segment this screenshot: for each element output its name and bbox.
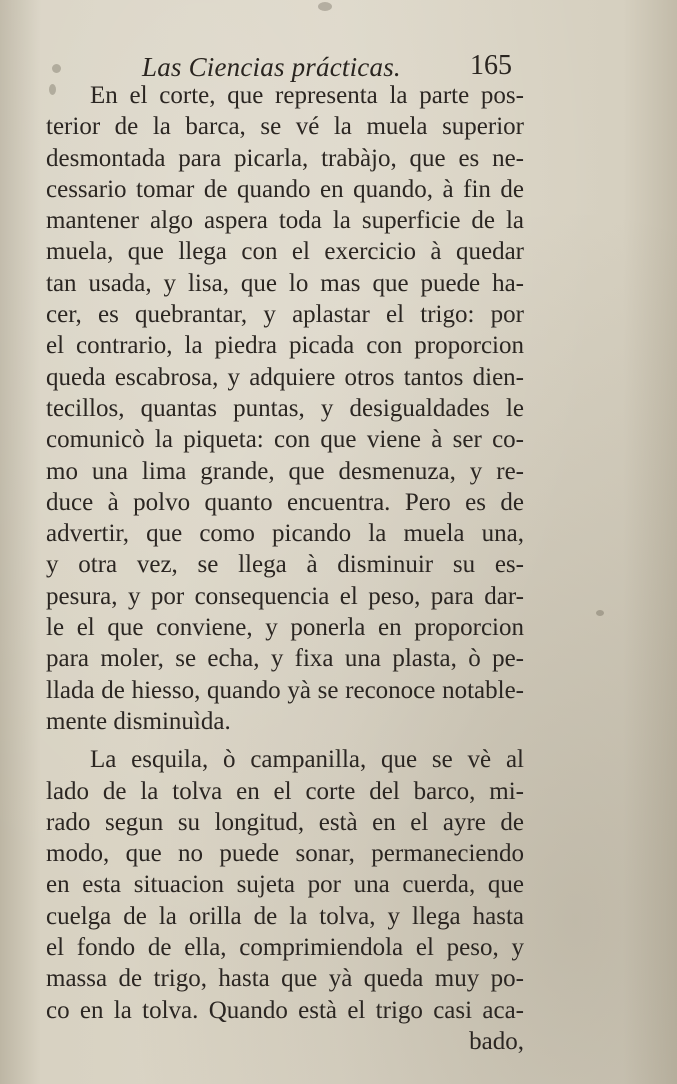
paragraph bbox=[46, 744, 524, 1026]
text-line: cer, es quebrantar, y aplastar el trigo: por bbox=[46, 301, 524, 329]
text-line: el fondo de ella, comprimiendola el peso, y bbox=[46, 934, 524, 962]
text-line: En el corte, que representa la parte pos- bbox=[90, 82, 524, 109]
text-line: terior de la barca, se vé la muela superior bbox=[46, 113, 524, 141]
ink-blot bbox=[318, 2, 332, 11]
text-line: mente disminuìda. bbox=[46, 707, 231, 735]
catchword: bado, bbox=[469, 1027, 524, 1055]
paragraph-gap bbox=[46, 737, 524, 744]
paragraph bbox=[46, 80, 524, 737]
text-line: advertir, que como picando la muela una, bbox=[46, 520, 524, 548]
text-line: comunicò la piqueta: con que viene à ser co- bbox=[46, 426, 524, 454]
text-line: rado segun su longitud, està en el ayre de bbox=[46, 808, 524, 836]
text-line: duce à polvo quanto encuentra. Pero es de bbox=[46, 488, 524, 516]
page-header bbox=[142, 50, 512, 84]
text-line: cessario tomar de quando en quando, à fin de bbox=[46, 175, 524, 203]
text-line: y otra vez, se llega à disminuir su es- bbox=[46, 551, 524, 579]
text-line: cuelga de la orilla de la tolva, y llega hasta bbox=[46, 902, 524, 930]
running-title: Las Ciencias prácticas. bbox=[142, 52, 401, 82]
text-line: llada de hiesso, quando yà se reconoce notable- bbox=[46, 676, 524, 704]
text-line: modo, que no puede sonar, permaneciendo bbox=[46, 840, 524, 868]
text-line: desmontada para picarla, trabàjo, que es ne- bbox=[46, 144, 524, 172]
body-text bbox=[46, 80, 524, 1057]
text-line: mo una lima grande, que desmenuza, y re- bbox=[46, 457, 524, 485]
text-line: mantener algo aspera toda la superficie de la bbox=[46, 207, 524, 235]
text-line: en esta situacion sujeta por una cuerda, que bbox=[46, 871, 524, 899]
ink-blot bbox=[52, 64, 61, 73]
page-number: 165 bbox=[470, 50, 512, 81]
text-line: muela, que llega con el exercicio à quedar bbox=[46, 238, 524, 266]
text-line: pesura, y por consequencia el peso, para dar- bbox=[46, 582, 524, 610]
text-line: queda escabrosa, y adquiere otros tantos dien- bbox=[46, 363, 524, 391]
text-line: tecillos, quantas puntas, y desigualdades le bbox=[46, 394, 524, 422]
text-line: lado de la tolva en el corte del barco, mi- bbox=[46, 777, 524, 805]
text-line: massa de trigo, hasta que yà queda muy po- bbox=[46, 965, 524, 993]
text-line: el contrario, la piedra picada con proporcion bbox=[46, 332, 524, 360]
text-line: co en la tolva. Quando està el trigo casi aca- bbox=[46, 996, 524, 1024]
text-line: tan usada, y lisa, que lo mas que puede ha- bbox=[46, 269, 524, 297]
text-line: La esquila, ò campanilla, que se vè al bbox=[90, 746, 524, 774]
ink-blot bbox=[596, 610, 604, 616]
text-line: para moler, se echa, y fixa una plasta, ò pe- bbox=[46, 645, 524, 673]
text-line: le el que conviene, y ponerla en proporcion bbox=[46, 614, 524, 642]
